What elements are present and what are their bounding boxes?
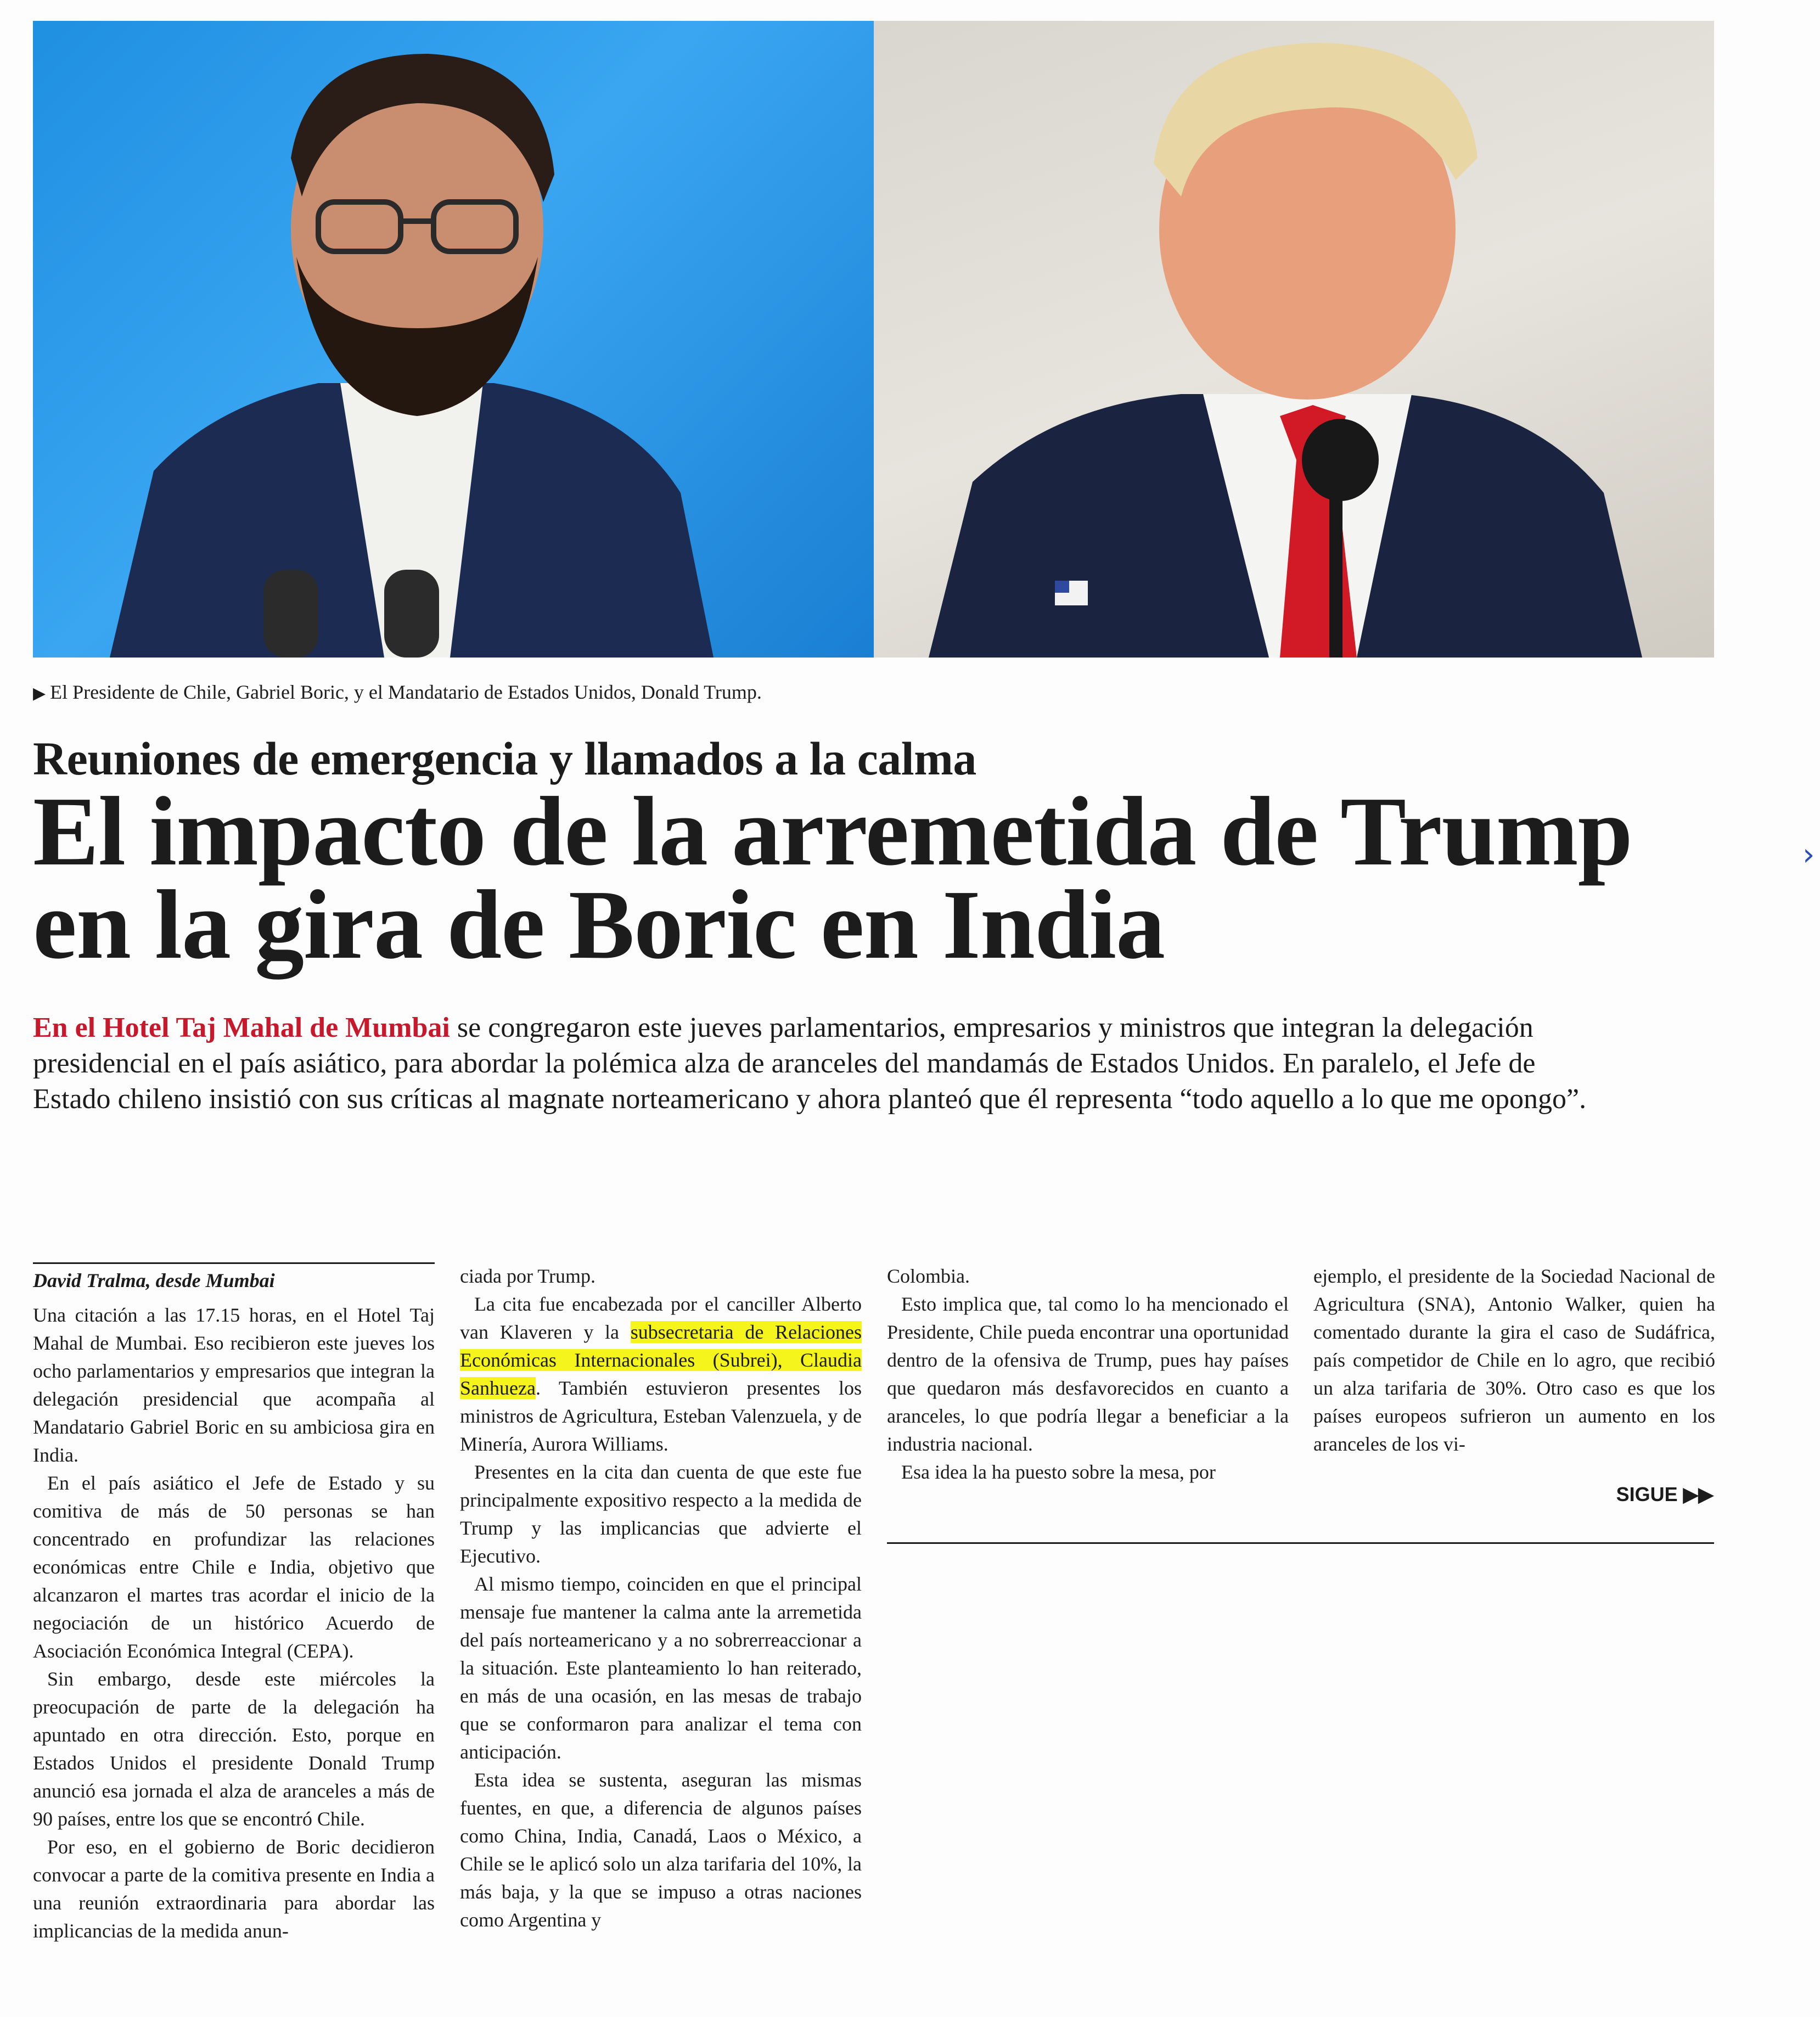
- caption-text: El Presidente de Chile, Gabriel Boric, y el Mandatario de Estados Unidos, Donald Trump.: [50, 681, 762, 703]
- paragraph: Colombia.: [887, 1265, 970, 1287]
- article-lead: [33, 1010, 1603, 1117]
- photo-caption: [33, 681, 762, 704]
- text-run: . También estuvieron presentes los ministros de Agricultura, Esteban Valenzuela, y de Minería, Aurora Williams.: [460, 1377, 862, 1455]
- paragraph: Presentes en la cita dan cuenta de que este fue principalmente expositivo respecto a la medida de Trump y las implicancias que advierte el Ejecutivo.: [460, 1461, 862, 1567]
- highlighted-text: subsecretaria de Relaciones Económicas Internacionales (Subrei), Claudia Sanhueza: [460, 1321, 862, 1399]
- paragraph: En el país asiático el Jefe de Estado y su comitiva de más de 50 personas se han concentrado en profundizar las relaciones económicas entre Chile e India, objetivo que alcanzaron el martes tras acordar el inicio de la negociación de un histórico Acuerdo de Asociación Económica Integral (CEPA).: [33, 1472, 435, 1662]
- paragraph: Por eso, en el gobierno de Boric decidieron convocar a parte de la comitiva presente en India a una reunión extraordinaria para abordar las implicancias de la medida anun-: [33, 1836, 435, 1942]
- article-kicker: Reuniones de emergencia y llamados a la calma: [33, 732, 976, 785]
- paragraph: ejemplo, el presidente de la Sociedad Nacional de Agricultura (SNA), Antonio Walker, quien ha comentado durante la gira el caso de Sudáfrica, país competidor de Chile en lo agro, que recibió un alza tarifaria de 30%. Otro caso es que los países europeos sufrieron un aumento en los aranceles de los vi-: [1313, 1265, 1715, 1455]
- lead-text: se congregaron este jueves parlamentarios, empresarios y ministros que integran la delegación presidencial en el país asiático, para abordar la polémica alza de aranceles del mandamás de Estados Unidos. En paralelo, el Jefe de Estado chileno insistió con sus críticas al magnate norteamericano y ahora planteó que él representa “todo aquello a lo que me opongo”.: [33, 1012, 1587, 1115]
- paragraph-with-highlight: [460, 1290, 862, 1458]
- article-column-2: [460, 1262, 862, 1934]
- divider: [887, 1542, 1714, 1544]
- paragraph: Esto implica que, tal como lo ha mencionado el Presidente, Chile pueda encontrar una oportunidad dentro de la ofensiva de Trump, pues hay países que quedaron más desfavorecidos en cuanto a aranceles, lo que podría llegar a beneficiar a la industria nacional.: [887, 1293, 1289, 1455]
- paragraph: Esa idea la ha puesto sobre la mesa, por: [901, 1461, 1216, 1483]
- photo-row: [33, 21, 1714, 658]
- trump-photo: [874, 21, 1714, 658]
- article-column-1: [33, 1262, 435, 1945]
- paragraph: Sin embargo, desde este miércoles la preocupación de parte de la delegación ha apuntado en otra dirección. Esto, porque en Estados Unidos el presidente Donald Trump anunció esa jornada el alza de aranceles a más de 90 países, entre los que se encontró Chile.: [33, 1668, 435, 1830]
- article-column-4: [1313, 1262, 1715, 1458]
- boric-photo: [33, 21, 874, 658]
- chevron-right-icon[interactable]: ›: [1802, 837, 1815, 873]
- continue-label[interactable]: SIGUE ▶▶: [1616, 1483, 1714, 1505]
- caption-arrow-icon: ▶: [33, 684, 46, 703]
- paragraph: ciada por Trump.: [460, 1265, 596, 1287]
- trump-photo-art: [874, 21, 1714, 658]
- byline: David Tralma, desde Mumbai: [33, 1262, 435, 1295]
- paragraph: Esta idea se sustenta, aseguran las mismas fuentes, en que, a diferencia de algunos países como China, India, Canadá, Laos o México, a Chile se le aplicó solo un alza tarifaria del 10%, la más baja, y la que se impuso a otras naciones como Argentina y: [460, 1769, 862, 1931]
- paragraph: Una citación a las 17.15 horas, en el Hotel Taj Mahal de Mumbai. Eso recibieron este jueves los ocho parlamentarios y empresarios que integran la delegación presidencial que acompaña al Mandatario Gabriel Boric en su ambiciosa gira en India.: [33, 1304, 435, 1466]
- article-headline: El impacto de la arremetida de Trump en la gira de Boric en India: [33, 777, 1632, 979]
- text-run: La cita fue encabezada por el canciller Alberto van Klaveren y la: [460, 1293, 862, 1343]
- paragraph: Al mismo tiempo, coinciden en que el principal mensaje fue mantener la calma ante la arremetida del país norteamericano y a no sobrerreaccionar a la situación. Este planteamiento lo han reiterado, en más de una ocasión, en las mesas de trabajo que se conformaron para analizar el tema con anticipación.: [460, 1573, 862, 1763]
- boric-photo-art: [33, 21, 874, 658]
- lead-accent: En el Hotel Taj Mahal de Mumbai: [33, 1012, 450, 1043]
- article-column-3: [887, 1262, 1289, 1486]
